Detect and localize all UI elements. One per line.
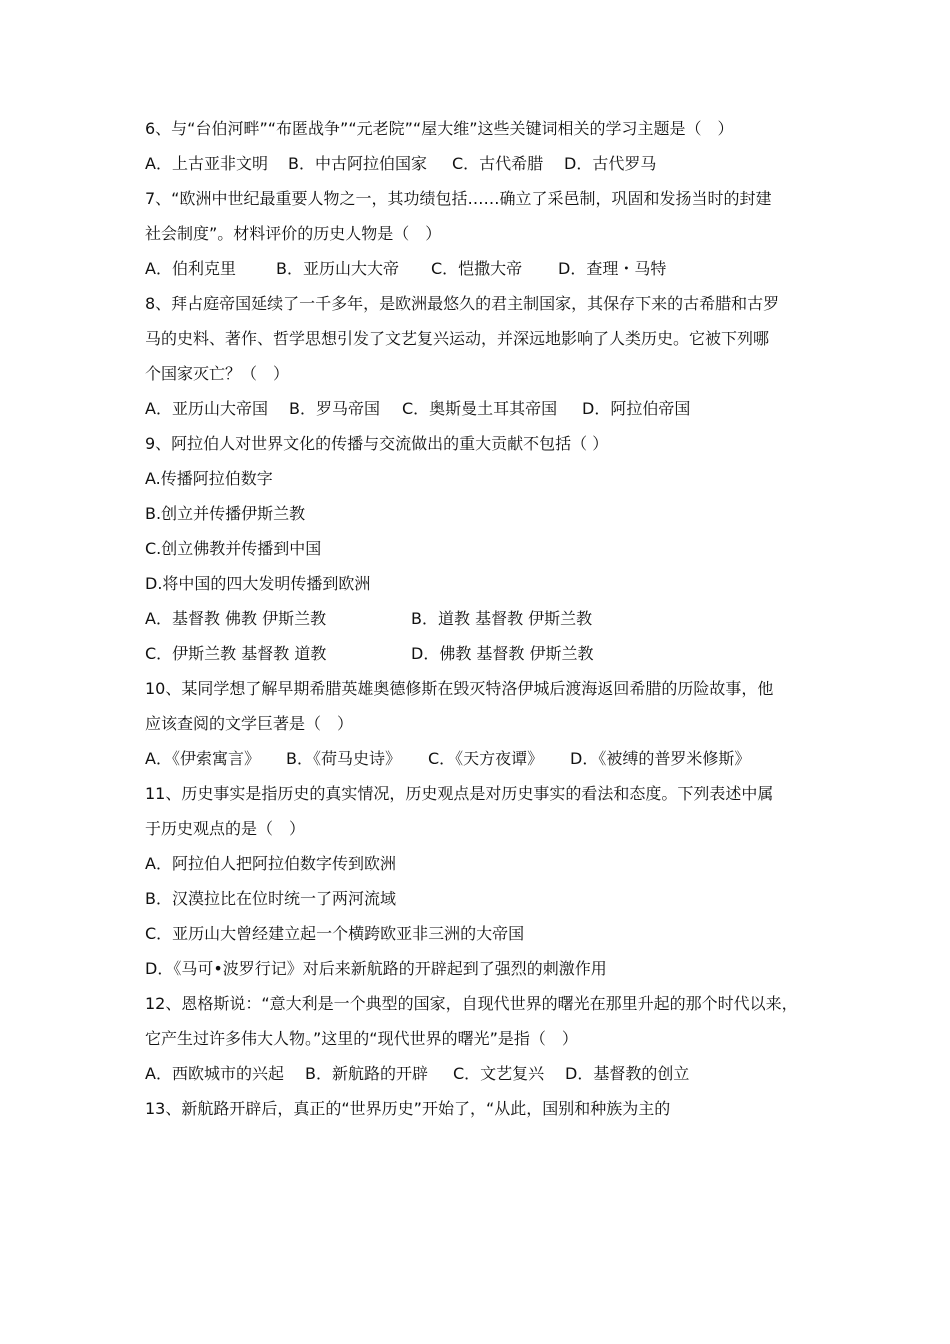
- option-d: D．佛教 基督教 伊斯兰教: [411, 644, 594, 663]
- option-d: D．古代罗马: [564, 154, 657, 173]
- question-13: [145, 1091, 825, 1126]
- option-d: D．基督教的创立: [565, 1064, 690, 1083]
- question-stem: 7、“欧洲中世纪最重要人物之一，其功绩包括……确立了采邑制，巩固和发扬当时的封建: [145, 189, 772, 208]
- question-stem: 个国家灭亡？（ ）: [145, 364, 290, 383]
- option-b: B．中古阿拉伯国家: [288, 154, 427, 173]
- option-a: A．西欧城市的兴起: [145, 1064, 284, 1083]
- options-row: [145, 1056, 825, 1091]
- question-stem: 6、与“台伯河畔”“布匿战争”“元老院”“屋大维”这些关键词相关的学习主题是（ ）: [145, 119, 734, 138]
- option-c: C．伊斯兰教 基督教 道教: [145, 644, 327, 663]
- option-b: B．道教 基督教 伊斯兰教: [411, 609, 593, 628]
- option-b: B．新航路的开辟: [305, 1064, 428, 1083]
- question-12: [145, 986, 825, 1091]
- question-stem: 13、新航路开辟后，真正的“世界历史”开始了，“从此，国别和种族为主的: [145, 1099, 671, 1118]
- option-c: C．亚历山大曾经建立起一个横跨欧亚非三洲的大帝国: [145, 924, 525, 943]
- option-a: A．伯利克里: [145, 259, 236, 278]
- options-row: [145, 741, 825, 776]
- option-b: B．亚历山大大帝: [276, 259, 399, 278]
- options-row: [145, 601, 825, 636]
- question-6: [145, 111, 825, 181]
- options-row: [145, 146, 825, 181]
- options-row: [145, 391, 825, 426]
- option-c: C．恺撒大帝: [431, 259, 523, 278]
- question-stem: 社会制度”。材料评价的历史人物是（ ）: [145, 224, 442, 243]
- option-d: D．《马可•波罗行记》对后来新航路的开辟起到了强烈的刺激作用: [145, 959, 607, 978]
- option-d: D．查理・马特: [558, 259, 667, 278]
- question-9: [145, 426, 825, 671]
- option-b: B．汉漠拉比在位时统一了两河流域: [145, 889, 396, 908]
- question-stem: 于历史观点的是（ ）: [145, 819, 306, 838]
- option-c: C．古代希腊: [452, 154, 544, 173]
- option-a: A．亚历山大帝国: [145, 399, 268, 418]
- statement-item: D.将中国的四大发明传播到欧洲: [145, 574, 371, 593]
- option-d: D．《被缚的普罗米修斯》: [570, 749, 751, 768]
- question-stem: 9、阿拉伯人对世界文化的传播与交流做出的重大贡献不包括（ ）: [145, 434, 609, 453]
- question-stem: 12、恩格斯说：“意大利是一个典型的国家，自现代世界的曙光在那里升起的那个时代以来，: [145, 994, 798, 1013]
- question-stem: 应该查阅的文学巨著是（ ）: [145, 714, 354, 733]
- question-stem: 11、历史事实是指历史的真实情况，历史观点是对历史事实的看法和态度。下列表述中属: [145, 784, 774, 803]
- question-stem: 8、拜占庭帝国延续了一千多年，是欧洲最悠久的君主制国家，其保存下来的古希腊和古罗: [145, 294, 780, 313]
- statement-item: A.传播阿拉伯数字: [145, 469, 273, 488]
- options-row: [145, 251, 825, 286]
- option-a: A．上古亚非文明: [145, 154, 268, 173]
- exam-page: [145, 111, 825, 1126]
- option-d: D．阿拉伯帝国: [582, 399, 691, 418]
- statement-item: C.创立佛教并传播到中国: [145, 539, 322, 558]
- question-stem: 它产生过许多伟大人物。”这里的“现代世界的曙光”是指（ ）: [145, 1029, 578, 1048]
- question-7: [145, 181, 825, 286]
- option-c: C．文艺复兴: [453, 1064, 545, 1083]
- option-a: A．基督教 佛教 伊斯兰教: [145, 609, 327, 628]
- option-a: A．阿拉伯人把阿拉伯数字传到欧洲: [145, 854, 396, 873]
- question-11: [145, 776, 825, 986]
- options-row: [145, 636, 825, 671]
- option-b: B．《荷马史诗》: [286, 749, 401, 768]
- option-a: A．《伊索寓言》: [145, 749, 260, 768]
- statement-item: B.创立并传播伊斯兰教: [145, 504, 306, 523]
- question-10: [145, 671, 825, 776]
- question-8: [145, 286, 825, 426]
- option-c: C．《天方夜谭》: [428, 749, 544, 768]
- option-b: B．罗马帝国: [289, 399, 380, 418]
- question-stem: 10、某同学想了解早期希腊英雄奥德修斯在毁灭特洛伊城后渡海返回希腊的历险故事，他: [145, 679, 774, 698]
- option-c: C．奥斯曼土耳其帝国: [402, 399, 558, 418]
- question-stem: 马的史料、著作、哲学思想引发了文艺复兴运动，并深远地影响了人类历史。它被下列哪: [145, 329, 770, 348]
